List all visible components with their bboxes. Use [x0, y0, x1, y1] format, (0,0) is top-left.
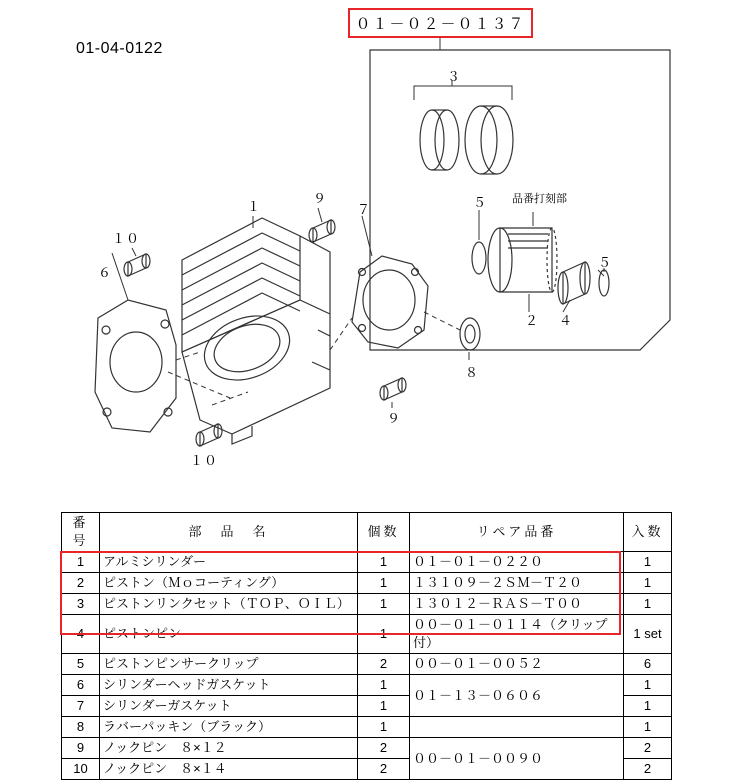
cell-no: 8: [62, 717, 100, 738]
callout-4: ４: [559, 313, 574, 328]
header-qty: 個数: [358, 513, 410, 552]
callout-9-lower: ９: [387, 411, 402, 426]
cell-qty: 1: [358, 717, 410, 738]
cell-set: 6: [624, 654, 672, 675]
callout-6: ６: [98, 265, 113, 280]
cell-name: アルミシリンダー: [100, 552, 358, 573]
cell-name: シリンダーガスケット: [100, 696, 358, 717]
cell-no: 3: [62, 594, 100, 615]
callout-8: ８: [465, 365, 480, 380]
parts-list-table: [61, 512, 672, 780]
table-row: [62, 654, 672, 675]
dowel-pin-lower: [380, 378, 406, 400]
cell-repair: ０１－１３－０６０６: [410, 675, 624, 717]
cell-no: 2: [62, 573, 100, 594]
cell-name: ノックピン ８×１２: [100, 738, 358, 759]
cell-repair: ００－０１－００９０: [410, 738, 624, 780]
callout-3: ３: [447, 69, 462, 84]
cell-no: 4: [62, 615, 100, 654]
cell-name: シリンダーヘッドガスケット: [100, 675, 358, 696]
cell-set: 1 set: [624, 615, 672, 654]
cell-repair: [410, 717, 624, 738]
cell-qty: 1: [358, 615, 410, 654]
cell-set: 1: [624, 594, 672, 615]
cell-set: 1: [624, 552, 672, 573]
cell-name: ラバーパッキン（ブラック）: [100, 717, 358, 738]
table-header-row: [62, 513, 672, 552]
cell-name: ピストンピンサークリップ: [100, 654, 358, 675]
cell-qty: 1: [358, 594, 410, 615]
cell-name: ピストン（Ｍｏコーティング）: [100, 573, 358, 594]
header-repair: リペア品番: [410, 513, 624, 552]
table-row: [62, 552, 672, 573]
cell-repair: ００－０１－００５２: [410, 654, 624, 675]
cell-qty: 1: [358, 573, 410, 594]
piston-pin: [558, 262, 590, 304]
header-no: 番号: [62, 513, 100, 552]
part-number-text: ０１－０２－０１３７: [355, 15, 526, 33]
table-row: [62, 615, 672, 654]
piston-body: [488, 228, 557, 292]
cell-qty: 1: [358, 552, 410, 573]
head-gasket: [95, 300, 176, 432]
cell-set: 1: [624, 717, 672, 738]
cell-no: 10: [62, 759, 100, 780]
cell-no: 9: [62, 738, 100, 759]
cell-name: ピストンピン: [100, 615, 358, 654]
knock-pin-lower: [196, 424, 222, 446]
part-number-callout-box: [348, 8, 533, 38]
cell-name: ノックピン ８×１４: [100, 759, 358, 780]
table-row: [62, 675, 672, 696]
cell-qty: 2: [358, 738, 410, 759]
table-row: [62, 738, 672, 759]
callout-5-left: ５: [473, 195, 488, 210]
aluminum-cylinder: [182, 218, 330, 444]
cell-set: 2: [624, 759, 672, 780]
callout-10-lower: １０: [190, 453, 219, 468]
knock-pin-upper: [124, 254, 150, 276]
callout-1: １: [247, 199, 262, 214]
rubber-packing: [460, 318, 480, 350]
cell-set: 1: [624, 675, 672, 696]
cell-repair: １３０１２－ＲＡＳ－Ｔ００: [410, 594, 624, 615]
drawing-code-label: 01-04-0122: [76, 40, 163, 57]
cell-name: ピストンリンクセット（ＴＯＰ、ＯＩＬ）: [100, 594, 358, 615]
dowel-pin-upper: [309, 220, 335, 242]
circlip-right: [599, 270, 609, 296]
table-row: [62, 573, 672, 594]
cell-set: 2: [624, 738, 672, 759]
cell-no: 5: [62, 654, 100, 675]
cell-repair: １３１０９－２ＳＭ－Ｔ２０: [410, 573, 624, 594]
cell-qty: 2: [358, 759, 410, 780]
header-set: 入数: [624, 513, 672, 552]
header-name: 部 品 名: [100, 513, 358, 552]
cell-qty: 1: [358, 696, 410, 717]
cell-qty: 2: [358, 654, 410, 675]
circlip-left: [472, 242, 486, 274]
table-row: [62, 594, 672, 615]
cell-no: 6: [62, 675, 100, 696]
table-row: [62, 717, 672, 738]
cell-set: 1: [624, 696, 672, 717]
cell-no: 1: [62, 552, 100, 573]
cell-repair: ０１－０１－０２２０: [410, 552, 624, 573]
callout-10-upper: １０: [112, 231, 141, 246]
stamp-location-note: 品番打刻部: [512, 193, 567, 205]
piston-rings-group: [420, 106, 513, 174]
cylinder-gasket: [352, 256, 428, 348]
cell-repair: ００－０１－０１１４（クリップ付）: [410, 615, 624, 654]
callout-9-upper: ９: [313, 191, 328, 206]
callout-5-right: ５: [598, 255, 613, 270]
cell-no: 7: [62, 696, 100, 717]
callout-7: ７: [357, 202, 372, 217]
cell-set: 1: [624, 573, 672, 594]
cell-qty: 1: [358, 675, 410, 696]
callout-2: ２: [525, 313, 540, 328]
